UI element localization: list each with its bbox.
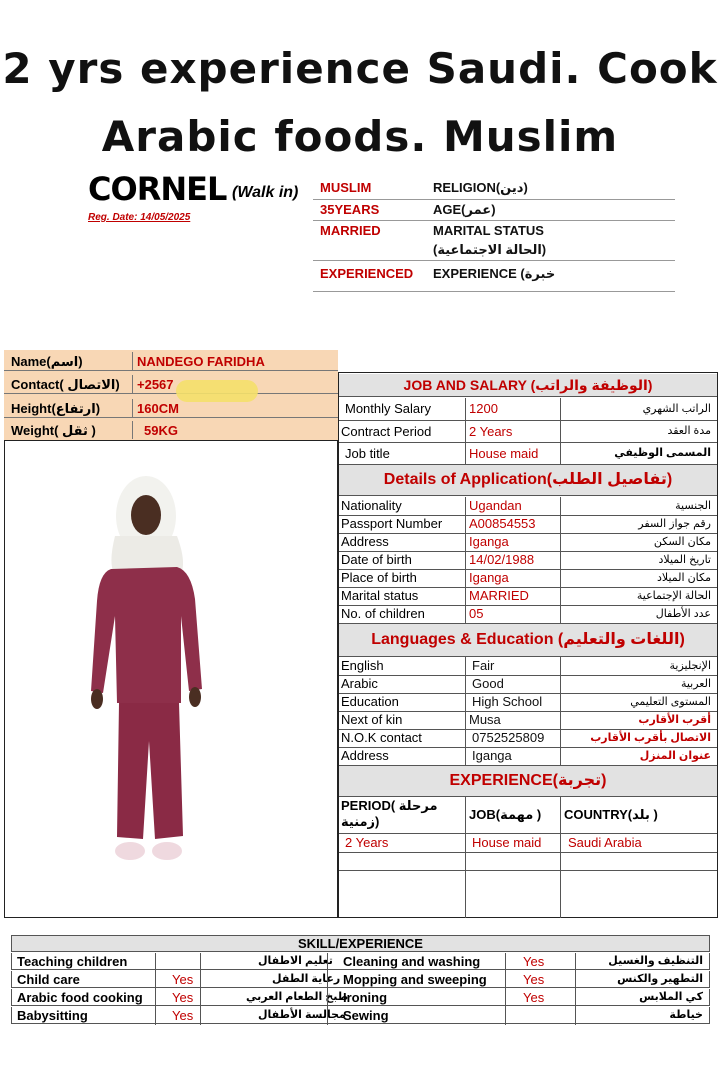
skill-left: Teaching children: [17, 954, 128, 969]
row-value: 05: [469, 606, 484, 621]
job-row-title: [339, 443, 717, 465]
candidate-photo: [4, 440, 338, 918]
summary-row-experience: [313, 260, 675, 292]
app-row-dob: [339, 551, 717, 570]
row-label: Date of birth: [341, 552, 412, 567]
skill-right: Cleaning and washing: [343, 954, 481, 969]
skill-left-arabic: رعاية الطفل: [272, 973, 341, 985]
app-row-marital: [339, 587, 717, 606]
summary-label-arabic: (الحالة الاجتماعية): [433, 242, 547, 257]
row-value: 1200: [469, 401, 498, 416]
height-label: Height(ارتفاع): [11, 401, 101, 416]
row-arabic: عنوان المنزل: [639, 750, 711, 762]
row-label: Place of birth: [341, 570, 417, 585]
skills-header: SKILL/EXPERIENCE: [11, 935, 710, 952]
weight-value: 59KG: [144, 423, 178, 438]
lang-row-address: [339, 747, 717, 766]
app-row-nationality: [339, 497, 717, 516]
summary-row-marital: [313, 220, 675, 261]
experience-country: Saudi Arabia: [568, 835, 642, 850]
experience-period: 2 Years: [345, 835, 389, 850]
row-value: Iganga: [469, 534, 509, 549]
experience-row: [339, 834, 717, 853]
summary-label: AGE(عمر): [433, 202, 496, 217]
summary-value: EXPERIENCED: [320, 266, 414, 281]
row-label: Next of kin: [341, 712, 403, 727]
job-header: JOB(مهمة ): [469, 807, 542, 822]
lang-row-next-of-kin: [339, 711, 717, 730]
skill-row: [11, 1007, 710, 1024]
row-arabic: عدد الأطفال: [655, 608, 711, 620]
lang-row-education: [339, 693, 717, 712]
period-header: PERIOD( مرحلة: [341, 798, 438, 813]
row-arabic: مكان الميلاد: [656, 572, 711, 584]
lang-row-english: [339, 657, 717, 676]
skill-right: Ironing: [343, 990, 388, 1005]
summary-row-religion: [313, 178, 675, 199]
row-arabic: الإنجليزية: [669, 660, 711, 672]
headline-line-1: 2 yrs experience Saudi. Cook: [2, 44, 718, 93]
job-salary-header: JOB AND SALARY (الوظيفة والراتب): [339, 374, 717, 397]
skill-right: Mopping and sweeping: [343, 972, 487, 987]
app-row-pob: [339, 569, 717, 588]
country-header: COUNTRY(بلد ): [564, 807, 658, 822]
job-row-contract: [339, 421, 717, 443]
row-label: Address: [341, 534, 389, 549]
row-label: English: [341, 658, 384, 673]
row-arabic: مدة العقد: [667, 425, 711, 437]
name-label: Name(اسم): [11, 354, 83, 369]
period-header-2: زمنية): [341, 814, 380, 829]
skill-row: [11, 989, 710, 1006]
row-value: House maid: [469, 446, 539, 461]
app-row-passport: [339, 515, 717, 534]
registration-date: Reg. Date: 14/05/2025: [88, 212, 191, 223]
skill-right-arabic: التنظيف والغسيل: [608, 955, 703, 967]
row-value: 0752525809: [472, 730, 545, 745]
row-label: Education: [341, 694, 399, 709]
row-value: Fair: [472, 658, 495, 673]
skill-left-value: Yes: [172, 990, 194, 1005]
skill-left-value: Yes: [172, 1008, 194, 1023]
row-arabic: مكان السكن: [653, 536, 711, 548]
row-arabic: المستوى التعليمي: [630, 696, 711, 708]
summary-label: EXPERIENCE (خبرة: [433, 266, 556, 281]
agency-logo: CORNEL: [88, 170, 227, 208]
skill-row: [11, 953, 710, 970]
row-label: Contract Period: [341, 424, 432, 439]
skill-right: Sewing: [343, 1008, 389, 1023]
experience-header: EXPERIENCE(تجربة): [339, 766, 717, 797]
row-label: N.O.K contact: [341, 730, 422, 745]
app-row-children: [339, 605, 717, 624]
row-label: Marital status: [341, 588, 419, 603]
summary-value: MUSLIM: [320, 180, 372, 195]
name-row: [4, 352, 338, 371]
skill-right-value: Yes: [523, 972, 545, 987]
row-value: Good: [472, 676, 504, 691]
row-label: Address: [341, 748, 389, 763]
skill-right-arabic: التطهير والكنس: [617, 973, 703, 985]
row-value: A00854553: [469, 516, 536, 531]
row-arabic: الاتصال بأقرب الأقارب: [590, 732, 711, 744]
summary-value: 35YEARS: [320, 202, 380, 217]
summary-label: RELIGION(دين): [433, 180, 528, 195]
experience-job: House maid: [472, 835, 542, 850]
row-value: MARRIED: [469, 588, 529, 603]
row-label: Arabic: [341, 676, 378, 691]
skill-right-value: Yes: [523, 954, 545, 969]
row-value: High School: [472, 694, 543, 709]
skill-right-arabic: كي الملابس: [639, 991, 703, 1003]
row-value: Iganga: [472, 748, 512, 763]
skill-row: [11, 971, 710, 988]
row-value: Musa: [469, 712, 501, 727]
row-arabic: أقرب الأقارب: [638, 714, 711, 726]
row-label: Nationality: [341, 498, 402, 513]
height-row: [4, 399, 338, 418]
walk-in-label: (Walk in): [232, 184, 299, 201]
summary-row-age: [313, 199, 675, 221]
row-value: 2 Years: [469, 424, 513, 439]
weight-row: [4, 421, 338, 439]
summary-value: MARRIED: [320, 223, 381, 238]
row-label: Monthly Salary: [345, 401, 431, 416]
skill-right-value: Yes: [523, 990, 545, 1005]
contact-value: +2567: [137, 377, 174, 392]
row-arabic: الراتب الشهري: [642, 403, 711, 415]
skill-left: Child care: [17, 972, 80, 987]
contact-row: [4, 375, 338, 394]
row-arabic: العربية: [680, 678, 711, 690]
lang-row-nok-contact: [339, 729, 717, 748]
skill-left-arabic: تعليم الاطفال: [258, 955, 333, 967]
headline-line-2: Arabic foods. Muslim: [101, 112, 619, 161]
experience-empty-row: [339, 852, 717, 871]
row-value: Ugandan: [469, 498, 522, 513]
job-row-salary: [339, 398, 717, 421]
row-arabic: رقم جواز السفر: [638, 518, 711, 530]
app-row-address: [339, 533, 717, 552]
row-arabic: المسمى الوظيفي: [614, 447, 711, 459]
summary-label: MARITAL STATUS: [433, 223, 544, 238]
name-value: NANDEGO FARIDHA: [137, 354, 265, 369]
row-arabic: الجنسية: [675, 500, 711, 512]
experience-column-headers: [339, 797, 717, 834]
row-value: 14/02/1988: [469, 552, 535, 567]
lang-row-arabic: [339, 675, 717, 694]
row-arabic: تاريخ الميلاد: [658, 554, 711, 566]
skill-left-arabic: طبخ الطعام العربي: [246, 991, 349, 1003]
application-header: Details of Application(تفاصيل الطلب): [339, 465, 717, 496]
row-label: Passport Number: [341, 516, 443, 531]
languages-header: Languages & Education (اللغات والتعليم): [339, 624, 717, 657]
row-label: No. of children: [341, 606, 425, 621]
contact-label: Contact( الاتصال): [11, 377, 120, 392]
row-arabic: الحالة الإجتماعية: [636, 590, 711, 602]
skill-left: Babysitting: [17, 1008, 88, 1023]
weight-label: Weight( ثقل ): [11, 423, 96, 438]
row-value: Iganga: [469, 570, 509, 585]
row-label: Job title: [345, 446, 390, 461]
height-value: 160CM: [137, 401, 179, 416]
skill-right-arabic: خياطة: [669, 1009, 703, 1021]
skill-left: Arabic food cooking: [17, 990, 143, 1005]
candidate-figure: [5, 441, 337, 917]
skill-left-value: Yes: [172, 972, 194, 987]
skill-left-arabic: مجالسة الأطفال: [258, 1009, 346, 1021]
